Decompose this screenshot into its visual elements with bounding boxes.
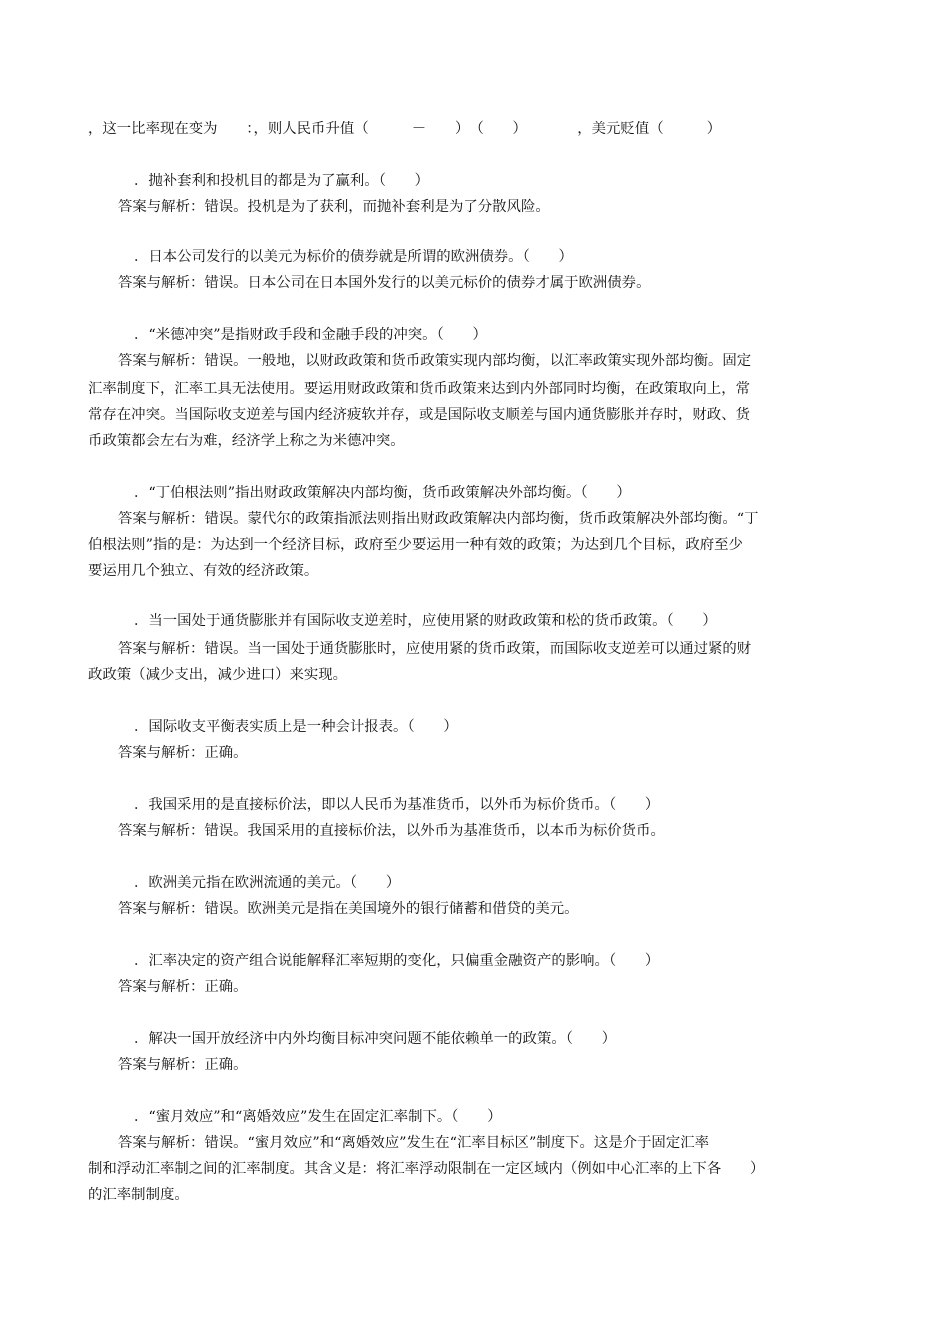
- question: ．国际收支平衡表实质上是一种会计报表。（ ）: [134, 719, 458, 735]
- question: ．日本公司发行的以美元为标价的债券就是所谓的欧洲债券。（ ）: [134, 249, 573, 265]
- question: ．汇率决定的资产组合说能解释汇率短期的变化，只偏重金融资产的影响。（ ）: [134, 953, 660, 969]
- answer-line: 答案与解析：错误。我国采用的直接标价法，以外币为基准货币，以本币为标价货币。: [118, 823, 665, 839]
- answer-line: 的汇率制制度。: [88, 1187, 189, 1203]
- answer-line: 答案与解析：错误。投机是为了获利，而抛补套利是为了分散风险。: [118, 199, 550, 215]
- answer-line: 币政策都会左右为难，经济学上称之为米德冲突。: [88, 433, 405, 449]
- question: ．解决一国开放经济中内外均衡目标冲突问题不能依赖单一的政策。（ ）: [134, 1031, 617, 1047]
- answer-line: 常存在冲突。当国际收支逆差与国内经济疲软并存，或是国际收支顺差与国内通货膨胀并存时，财政、货: [88, 407, 750, 423]
- answer-line: 要运用几个独立、有效的经济政策。: [88, 563, 319, 579]
- answer-line: 答案与解析：错误。蒙代尔的政策指派法则指出财政政策解决内部均衡，货币政策解决外部均衡。“丁: [118, 511, 759, 527]
- answer-line: 制和浮动汇率制之间的汇率制度。其含义是：将汇率浮动限制在一定区域内（例如中心汇率的上下各 ）: [88, 1161, 765, 1177]
- question: ．抛补套利和投机目的都是为了赢利。（ ）: [134, 173, 430, 189]
- answer-line: 答案与解析：正确。: [118, 979, 248, 995]
- answer-line: 答案与解析：错误。欧洲美元是指在美国境外的银行储蓄和借贷的美元。: [118, 901, 579, 917]
- question: ．“米德冲突”是指财政手段和金融手段的冲突。（ ）: [134, 327, 487, 343]
- question: ．欧洲美元指在欧洲流通的美元。（ ）: [134, 875, 401, 891]
- question: ．“丁伯根法则”指出财政政策解决内部均衡，货币政策解决外部均衡。（ ）: [134, 485, 631, 501]
- answer-line: 答案与解析：正确。: [118, 745, 248, 761]
- question: ．当一国处于通货膨胀并有国际收支逆差时，应使用紧的财政政策和松的货币政策。（ ）: [134, 613, 717, 629]
- answer-line: 答案与解析：正确。: [118, 1057, 248, 1073]
- answer-line: 答案与解析：错误。一般地，以财政政策和货币政策实现内部均衡，以汇率政策实现外部均衡。固定: [118, 353, 752, 369]
- answer-line: 答案与解析：错误。当一国处于通货膨胀时，应使用紧的货币政策，而国际收支逆差可以通过紧的财: [118, 641, 752, 657]
- answer-line: 汇率制度下，汇率工具无法使用。要运用财政政策和货币政策来达到内外部同时均衡，在政策取向上，常: [88, 381, 750, 397]
- text-line: ，这一比率现在变为 ：，则人民币升值（ － ） （ ） ，美元贬值（ ）: [88, 121, 722, 137]
- answer-line: 伯根法则”指的是：为达到一个经济目标，政府至少要运用一种有效的政策；为达到几个目标，政府至少: [88, 537, 743, 553]
- answer-line: 政政策（减少支出，减少进口）来实现。: [88, 667, 348, 683]
- question: ．我国采用的是直接标价法，即以人民币为基准货币，以外币为标价货币。（ ）: [134, 797, 660, 813]
- answer-line: 答案与解析：错误。日本公司在日本国外发行的以美元标价的债券才属于欧洲债券。: [118, 275, 651, 291]
- answer-line: 答案与解析：错误。“蜜月效应”和“离婚效应”发生在“汇率目标区”制度下。这是介于固定汇率: [118, 1135, 709, 1151]
- question: ．“蜜月效应”和“离婚效应”发生在固定汇率制下。（ ）: [134, 1109, 502, 1125]
